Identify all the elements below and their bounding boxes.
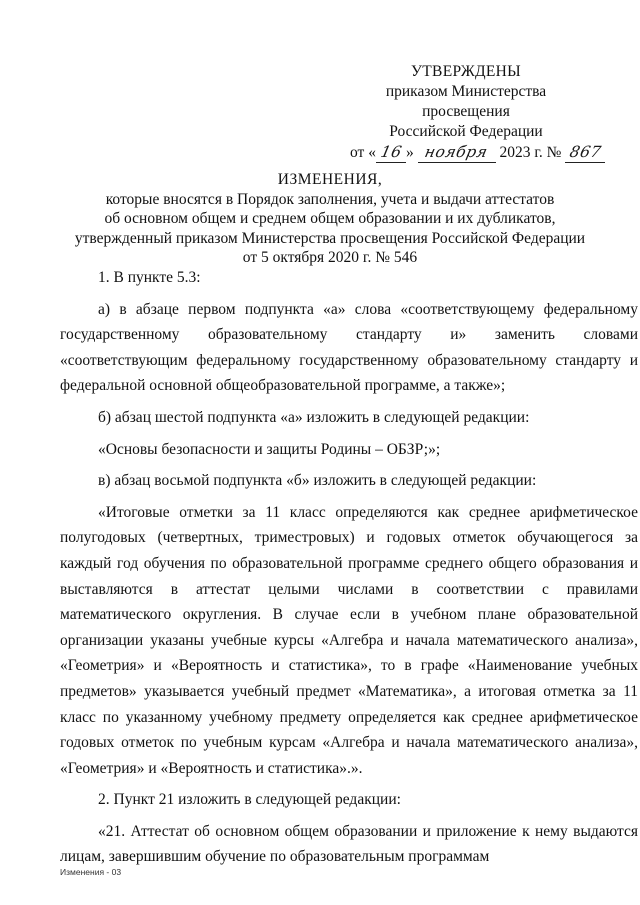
approval-country-line: Российской Федерации [389,123,543,140]
title-line-1: которые вносятся в Порядок заполнения, учета и выдачи аттестатов [105,190,555,208]
date-mid: » [405,144,414,161]
paragraph-8: «21. Аттестат об основном общем образовании и приложение к нему выдаются лицам, завершившим обучение по образовательным программам [60,822,638,866]
paragraph-5: в) абзац восьмой подпункта «б» изложить в следующей редакции: [98,472,537,490]
title-line-2: об основном общем и среднем общем образовании и их дубликатов, [104,210,556,227]
approval-order-line: приказом Министерства просвещения [385,83,547,120]
paragraph-7: 2. Пункт 21 изложить в следующей редакции: [98,791,401,809]
handwritten-day: 16 [376,142,406,163]
paragraph-2: а) в абзаце первом подпункта «а» слова «соответствующему федеральному государственному образовательному стандарту и» заменить словами «соответствующим федеральному государственному образовательному стандарту и федеральной основной общеобразовательной программе, а также»; [60,300,638,395]
title-line-4: от 5 октября 2020 г. № 546 [242,249,418,266]
approval-heading: УТВЕРЖДЕНЫ [411,63,521,80]
body-text [60,265,638,870]
handwritten-order-number: 867 [565,142,605,163]
paragraph-3: б) абзац шестой подпункта «а» изложить в следующей редакции: [98,408,530,426]
approval-date-line [350,142,603,163]
date-prefix: от « [350,144,376,161]
title-block [70,170,590,268]
footer-note: Изменения - 03 [60,867,122,877]
paragraph-1: 1. В пункте 5.3: [98,269,201,286]
approval-block [350,62,603,163]
document-title: ИЗМЕНЕНИЯ, [277,171,383,188]
title-line-3: утвержденный приказом Министерства просвещения Российской Федерации [74,229,586,247]
paragraph-6: «Итоговые отметки за 11 класс определяются как среднее арифметическое полугодовых (четвертных, триместровых) и годовых отметок обучающегося за каждый год обучения по образовательной программе среднего общего образования и выставляются в аттестат целыми числами в соответствии с правилами математического округления. В случае если в учебном плане образовательной организации указаны учебные курсы «Алгебра и начала математического анализа», «Геометрия» и «Вероятность и статистика», то в графе «Наименование учебных предметов» указывается учебный предмет «Математика», а итоговая отметка за 11 класс по указанному учебному предмету определяется как среднее арифметическое годовых отметок по учебным курсам «Алгебра и начала математического анализа», «Геометрия» и «Вероятность и статистика».». [60,503,638,777]
handwritten-month: ноября [418,142,496,163]
paragraph-4: «Основы безопасности и защиты Родины – ОБЗР;»; [98,440,441,458]
date-year: 2023 г. № [499,144,562,161]
